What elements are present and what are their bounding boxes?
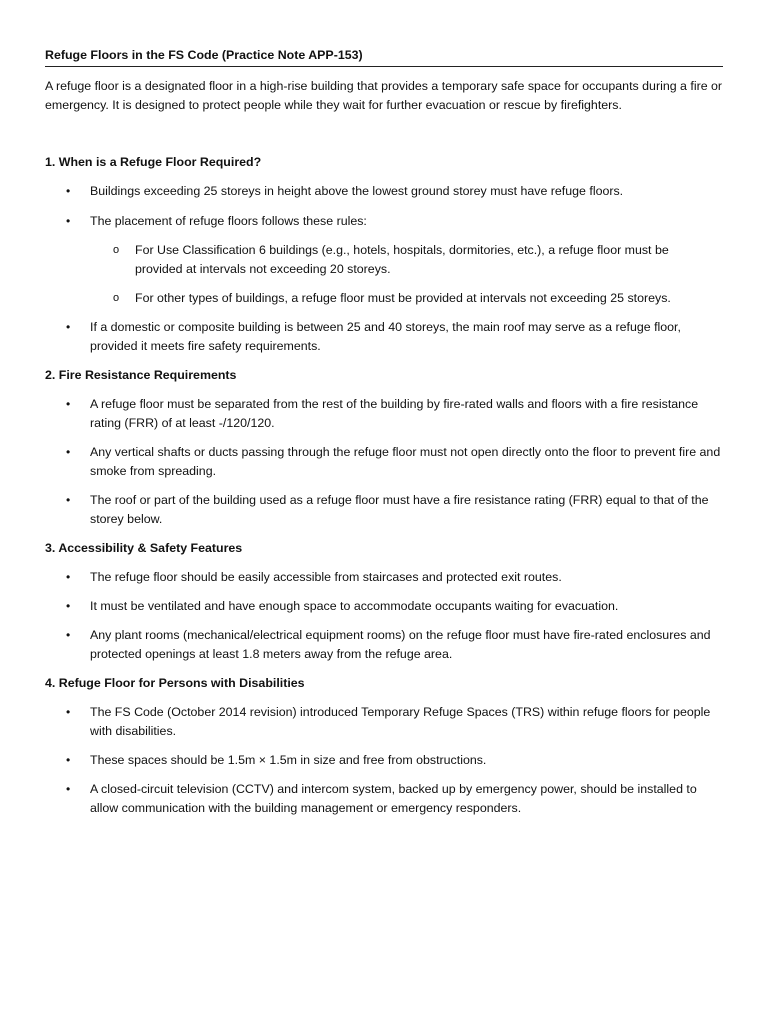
section-heading: 2. Fire Resistance Requirements — [45, 368, 237, 382]
list-item: • These spaces should be 1.5m × 1.5m in size and free from obstructions. — [90, 751, 726, 770]
section-heading: 4. Refuge Floor for Persons with Disabilities — [45, 676, 305, 690]
list-item: • The placement of refuge floors follows these rules: — [90, 212, 726, 231]
list-item: • It must be ventilated and have enough space to accommodate occupants waiting for evacuation. — [90, 597, 726, 616]
list-item: • Any plant rooms (mechanical/electrical equipment rooms) on the refuge floor must have fire-rated enclosures and protected openings at least 1.8 meters away from the refuge area. — [90, 626, 726, 664]
list-item: • The refuge floor should be easily accessible from staircases and protected exit routes. — [90, 568, 726, 587]
list-item: • The roof or part of the building used as a refuge floor must have a fire resistance rating (FRR) equal to that of the storey below. — [90, 491, 726, 529]
list-item: • A closed-circuit television (CCTV) and intercom system, backed up by emergency power, should be installed to allow communication with the building management or emergency responders. — [90, 780, 726, 818]
list-item: • The FS Code (October 2014 revision) introduced Temporary Refuge Spaces (TRS) within refuge floors for people with disabilities. — [90, 703, 726, 741]
list-item: • A refuge floor must be separated from the rest of the building by fire-rated walls and floors with a fire resistance rating (FRR) of at least -/120/120. — [90, 395, 726, 433]
sub-list-item: o For other types of buildings, a refuge floor must be provided at intervals not exceeding 25 storeys. — [135, 289, 715, 308]
document-title: Refuge Floors in the FS Code (Practice Note APP-153) — [45, 46, 723, 67]
list-item: • If a domestic or composite building is between 25 and 40 storeys, the main roof may serve as a refuge floor, provided it meets fire safety requirements. — [90, 318, 726, 356]
section-heading: 1. When is a Refuge Floor Required? — [45, 155, 262, 169]
list-item: • Buildings exceeding 25 storeys in height above the lowest ground storey must have refuge floors. — [90, 182, 726, 201]
intro-paragraph: A refuge floor is a designated floor in a high-rise building that provides a temporary safe space for occupants during a fire or emergency. It is designed to protect people while they wait for further evacuation or rescue by firefighters. — [45, 79, 723, 112]
sub-list-item: o For Use Classification 6 buildings (e.g., hotels, hospitals, dormitories, etc.), a refuge floor must be provided at intervals not exceeding 20 storeys. — [135, 241, 715, 279]
section-heading: 3. Accessibility & Safety Features — [45, 541, 243, 555]
list-item: • Any vertical shafts or ducts passing through the refuge floor must not open directly onto the floor to prevent fire and smoke from spreading. — [90, 443, 726, 481]
